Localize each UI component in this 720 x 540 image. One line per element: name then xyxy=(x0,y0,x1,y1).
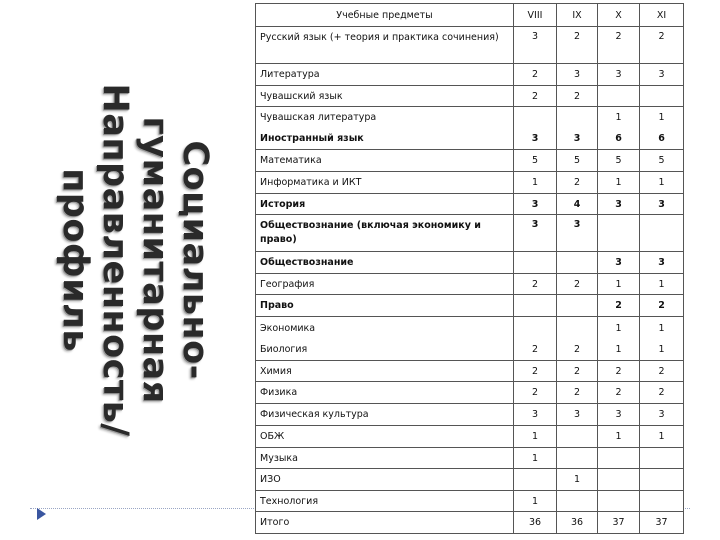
table-row-total xyxy=(256,512,684,534)
hours-cell: 2 xyxy=(598,295,640,317)
hours-value: 6 xyxy=(615,133,622,144)
hours-cell: 3 xyxy=(640,252,684,274)
hours-cell xyxy=(598,469,640,491)
hours-cell xyxy=(640,86,684,107)
hours-cell xyxy=(640,448,684,469)
hours-cell: 5 xyxy=(557,150,598,172)
hours-cell: 5 xyxy=(640,150,684,172)
table-row xyxy=(256,317,684,361)
hours-cell: 3 xyxy=(640,404,684,426)
hours-cell xyxy=(640,491,684,512)
hours-cell xyxy=(514,295,557,317)
hours-cell: 2 xyxy=(598,382,640,404)
hours-value: 1 xyxy=(615,112,622,123)
subject-cell: Литература xyxy=(256,64,514,86)
hours-cell: 1 xyxy=(640,172,684,194)
hours-cell: 3 xyxy=(598,64,640,86)
hours-value xyxy=(518,107,552,128)
hours-cell xyxy=(598,491,640,512)
hours-cell: 3 xyxy=(557,64,598,86)
hours-value: 1 xyxy=(615,322,622,334)
hours-value: 6 xyxy=(658,133,665,144)
subject-cell: Музыка xyxy=(256,448,514,469)
hours-cell xyxy=(598,107,640,150)
hours-cell: 3 xyxy=(598,252,640,274)
hours-cell: 5 xyxy=(514,150,557,172)
hours-cell xyxy=(557,317,598,361)
hours-cell: 2 xyxy=(598,361,640,382)
subject-cell: Обществознание (включая экономику и право) xyxy=(256,215,514,252)
hours-cell xyxy=(514,469,557,491)
hours-value: 1 xyxy=(658,112,665,123)
table-row xyxy=(256,295,684,317)
hours-cell: 3 xyxy=(557,404,598,426)
hours-cell: 1 xyxy=(640,274,684,295)
title-container xyxy=(30,40,240,480)
header-grade-11: XI xyxy=(640,4,684,27)
table-row xyxy=(256,172,684,194)
hours-cell: 3 xyxy=(514,194,557,215)
header-grade-10: X xyxy=(598,4,640,27)
hours-value: 1 xyxy=(615,343,622,355)
table-row xyxy=(256,86,684,107)
hours-cell: 3 xyxy=(557,215,598,252)
hours-cell: 1 xyxy=(514,426,557,448)
subject-cell xyxy=(256,317,514,361)
hours-cell: 1 xyxy=(557,469,598,491)
table-row xyxy=(256,448,684,469)
hours-value: 1 xyxy=(658,322,665,334)
subject-cell: Физическая культура xyxy=(256,404,514,426)
hours-value: 1 xyxy=(658,343,665,355)
hours-cell: 3 xyxy=(514,215,557,252)
hours-cell xyxy=(598,86,640,107)
subject-cell: История xyxy=(256,194,514,215)
subject-cell: Обществознание xyxy=(256,252,514,274)
hours-value xyxy=(561,318,593,339)
hours-cell: 3 xyxy=(640,64,684,86)
hours-value: 3 xyxy=(573,133,581,144)
hours-cell: 1 xyxy=(514,491,557,512)
hours-value: 3 xyxy=(531,133,539,144)
hours-cell: 1 xyxy=(598,426,640,448)
slide-title xyxy=(55,40,215,480)
title-line-1: Социально- xyxy=(175,140,215,380)
hours-cell xyxy=(557,448,598,469)
subject-cell xyxy=(256,107,514,150)
subject-cell: ОБЖ xyxy=(256,426,514,448)
title-line-3: Направленность/ xyxy=(95,83,135,437)
hours-cell: 2 xyxy=(640,27,684,64)
title-line-4: профиль xyxy=(55,168,95,352)
title-line-2: гуманитарная xyxy=(135,116,175,404)
hours-cell: 2 xyxy=(514,64,557,86)
hours-cell: 36 xyxy=(557,512,598,534)
hours-value: 2 xyxy=(573,343,581,355)
subject-cell: Физика xyxy=(256,382,514,404)
hours-cell: 2 xyxy=(640,361,684,382)
table-row xyxy=(256,469,684,491)
subject-cell: Русский язык (+ теория и практика сочинения) xyxy=(256,27,514,64)
hours-cell: 2 xyxy=(598,27,640,64)
subject-cell: ИЗО xyxy=(256,469,514,491)
table-row xyxy=(256,252,684,274)
table-row xyxy=(256,194,684,215)
subject-cell: Химия xyxy=(256,361,514,382)
hours-cell: 1 xyxy=(514,448,557,469)
hours-cell: 2 xyxy=(514,361,557,382)
subject-cell: Право xyxy=(256,295,514,317)
header-grade-8: VIII xyxy=(514,4,557,27)
hours-cell xyxy=(598,448,640,469)
hours-cell: 37 xyxy=(598,512,640,534)
subject-cell: Математика xyxy=(256,150,514,172)
curriculum-table xyxy=(255,3,684,534)
table-row xyxy=(256,27,684,64)
hours-cell: 1 xyxy=(514,172,557,194)
header-subjects: Учебные предметы xyxy=(256,4,514,27)
hours-cell xyxy=(640,469,684,491)
subject-economics: Экономика xyxy=(260,322,316,334)
hours-cell: 3 xyxy=(514,27,557,64)
hours-cell xyxy=(557,491,598,512)
hours-cell: 2 xyxy=(640,295,684,317)
hours-cell xyxy=(598,215,640,252)
hours-cell xyxy=(557,107,598,150)
hours-cell: 2 xyxy=(557,27,598,64)
hours-cell xyxy=(557,252,598,274)
subject-cell: Чувашский язык xyxy=(256,86,514,107)
hours-cell: 2 xyxy=(514,274,557,295)
subject-cell: Информатика и ИКТ xyxy=(256,172,514,194)
hours-cell: 3 xyxy=(640,194,684,215)
hours-cell: 2 xyxy=(557,86,598,107)
hours-cell: 1 xyxy=(598,172,640,194)
subject-cell: Итого xyxy=(256,512,514,534)
subject-foreign-language: Иностранный язык xyxy=(260,133,364,144)
table-row xyxy=(256,404,684,426)
hours-cell xyxy=(640,215,684,252)
hours-cell xyxy=(557,295,598,317)
hours-cell xyxy=(640,107,684,150)
table-row xyxy=(256,426,684,448)
hours-cell: 3 xyxy=(598,404,640,426)
hours-cell: 3 xyxy=(598,194,640,215)
table-row xyxy=(256,361,684,382)
hours-cell: 2 xyxy=(557,274,598,295)
hours-cell: 2 xyxy=(557,172,598,194)
hours-cell xyxy=(514,107,557,150)
subject-cell: География xyxy=(256,274,514,295)
hours-cell: 1 xyxy=(598,274,640,295)
hours-cell xyxy=(598,317,640,361)
arrow-bullet-icon xyxy=(37,508,46,520)
hours-value xyxy=(561,107,593,128)
subject-biology: Биология xyxy=(260,343,308,355)
hours-cell: 2 xyxy=(640,382,684,404)
table-row xyxy=(256,274,684,295)
hours-cell: 2 xyxy=(514,86,557,107)
hours-value: 2 xyxy=(531,343,539,355)
hours-cell xyxy=(640,317,684,361)
table-row xyxy=(256,382,684,404)
hours-cell xyxy=(557,426,598,448)
hours-cell xyxy=(514,252,557,274)
hours-cell: 5 xyxy=(598,150,640,172)
table-header-row xyxy=(256,4,684,27)
hours-cell: 37 xyxy=(640,512,684,534)
subject-chuvash-literature: Чувашская литература xyxy=(260,112,377,123)
table-row xyxy=(256,150,684,172)
hours-value xyxy=(518,318,552,339)
hours-cell xyxy=(514,317,557,361)
hours-cell: 2 xyxy=(557,382,598,404)
hours-cell: 3 xyxy=(514,404,557,426)
hours-cell: 1 xyxy=(640,426,684,448)
hours-cell: 36 xyxy=(514,512,557,534)
table-row xyxy=(256,64,684,86)
header-grade-9: IX xyxy=(557,4,598,27)
table-row xyxy=(256,491,684,512)
hours-cell: 2 xyxy=(514,382,557,404)
subject-cell: Технология xyxy=(256,491,514,512)
table-row xyxy=(256,107,684,150)
hours-cell: 2 xyxy=(557,361,598,382)
hours-cell: 4 xyxy=(557,194,598,215)
table-row xyxy=(256,215,684,252)
